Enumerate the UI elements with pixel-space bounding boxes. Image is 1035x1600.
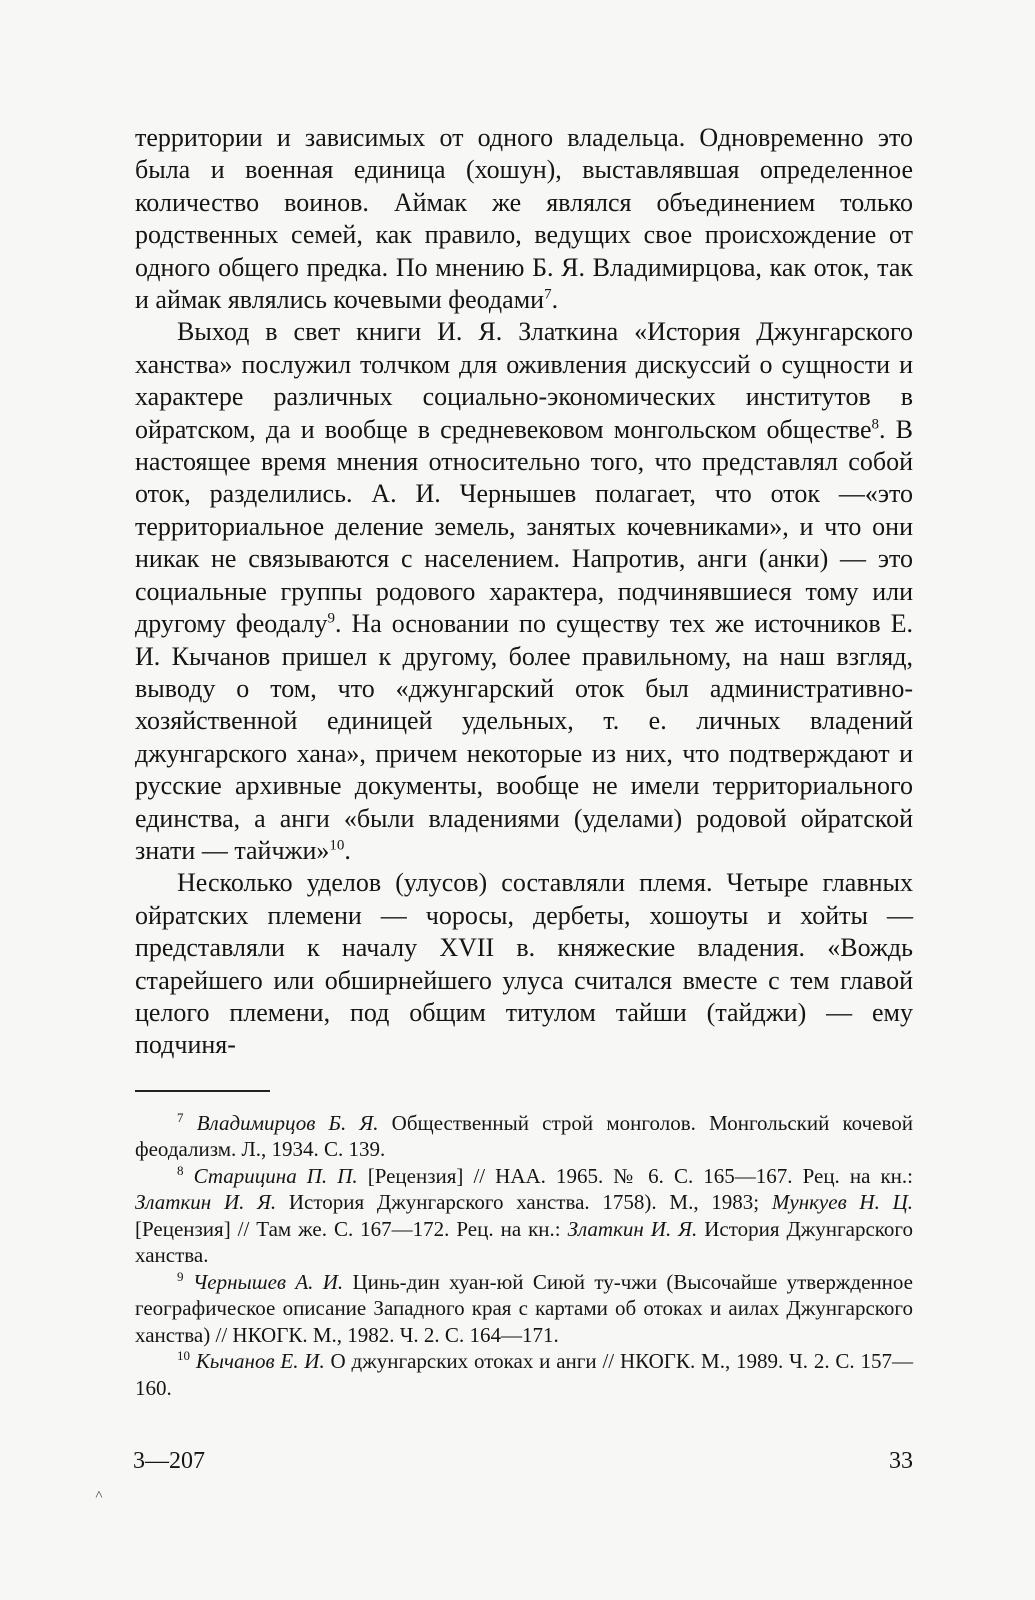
page	[135, 122, 913, 1401]
cited-author: Владимирцов Б. Я.	[196, 1110, 379, 1135]
print-mark: ˄	[95, 1488, 103, 1503]
cited-author: Чернышев А. И.	[192, 1269, 344, 1294]
text-run: История Джунгарского ханства.	[135, 1216, 914, 1268]
cited-author: Златкин И. Я.	[567, 1216, 698, 1241]
footnote-number: 9	[177, 1268, 184, 1284]
footnote-separator	[135, 1090, 270, 1092]
text-run: .	[551, 285, 559, 315]
page-footer	[133, 1448, 913, 1475]
footnote-ref: 7	[544, 286, 552, 303]
footnote-ref: 10	[329, 837, 345, 854]
cited-author: Кычанов Е. И.	[195, 1349, 325, 1374]
footnote-number: 10	[177, 1348, 190, 1364]
page-number: 33	[889, 1448, 913, 1474]
text-run: Цинь-дин хуан-юй Сиюй ту-чжи (Высочайше утвержденное географическое описание Западного края с картами об отоках и аилах Джунгарского ханства) // НКОГК. М., 1982. Ч. 2. С. 164—171.	[135, 1269, 913, 1347]
text-run: [Рецензия] // НАА. 1965. № 6. С. 165—167. Рец. на кн.:	[357, 1163, 913, 1188]
text-run: . На основании по существу тех же источников Е. И. Кычанов пришел к другому, более правильному, на наш взгляд, выводу о том, что «джунгарский оток был административно-хозяйственной единицей удельных, т. е. личных владений джунгарского хана», причем некоторые из них, что подтверждают и русские архивные документы, вообще не имели территориального единства, а анги «были владениями (уделами) родовой ойратской знати — тайчжи»	[135, 609, 913, 865]
cited-author: Старицина П. П.	[193, 1163, 358, 1188]
paragraph-2	[135, 316, 913, 867]
footnote-10	[135, 1348, 913, 1401]
text-run: Выход в свет книги И. Я. Златкина «История Джунгарского ханства» послужил толчком для оживления дискуссий о сущности и характере различных социально-экономических институтов в ойратском, да и вообще в средневековом монгольском обществе	[135, 317, 913, 444]
paragraph-1	[135, 122, 913, 316]
text-run: О джунгарских отоках и анги // НКОГК. М., 1989. Ч. 2. С. 157—160.	[135, 1349, 914, 1400]
paragraph-3	[135, 867, 913, 1061]
footnote-ref: 8	[871, 416, 880, 432]
text-run: территории и зависимых от одного владельца. Одновременно это была и военная единица (хошун), выставлявшая определенное количество воинов. Аймак же являлся объединением только родственных семей, как правило, ведущих свое происхождение от одного общего предка. По мнению Б. Я. Владимирцова, как оток, так и аймак являлись кочевыми феодами	[135, 123, 913, 315]
text-run: Несколько уделов (улусов) составляли племя. Четыре главных ойратских племени — чоросы, дербеты, хошоуты и хойты — представляли к началу XVII в. княжеские владения. «Вождь старейшего или обширнейшего улуса считался вместе с тем главой целого племени, под общим титулом тайши (тайджи) — ему подчиня-	[135, 868, 913, 1060]
footnote-9	[135, 1269, 913, 1349]
footnote-number: 7	[177, 1109, 184, 1125]
footnote-ref: 9	[327, 610, 335, 627]
main-text	[135, 122, 913, 1062]
text-run: .	[344, 835, 351, 865]
text-run: Общественный строй монголов. Монгольский кочевой феодализм. Л., 1934. С. 139.	[135, 1110, 914, 1162]
text-run: . В настоящее время мнения относительно того, что представлял собой оток, разделились. А. И. Чернышев полагает, что оток —«это территориальное деление земель, занятых кочевниками», и что они никак не связываются с населением. Напротив, анги (анки) — это социальные группы родового характера, подчинявшиеся тому или другому феодалу	[135, 414, 913, 639]
cited-author: Златкин И. Я.	[135, 1190, 277, 1215]
footnote-number: 8	[177, 1162, 184, 1178]
text-run: [Рецензия] // Там же. С. 167—172. Рец. на кн.:	[135, 1216, 568, 1241]
signature-mark: 3—207	[133, 1448, 205, 1474]
footnote-7	[135, 1110, 913, 1163]
text-run: История Джунгарского ханства. 1758). М., 1983;	[276, 1190, 772, 1215]
footnotes	[135, 1110, 913, 1402]
footnote-8	[135, 1163, 913, 1269]
cited-author: Мункуев Н. Ц.	[771, 1190, 913, 1215]
